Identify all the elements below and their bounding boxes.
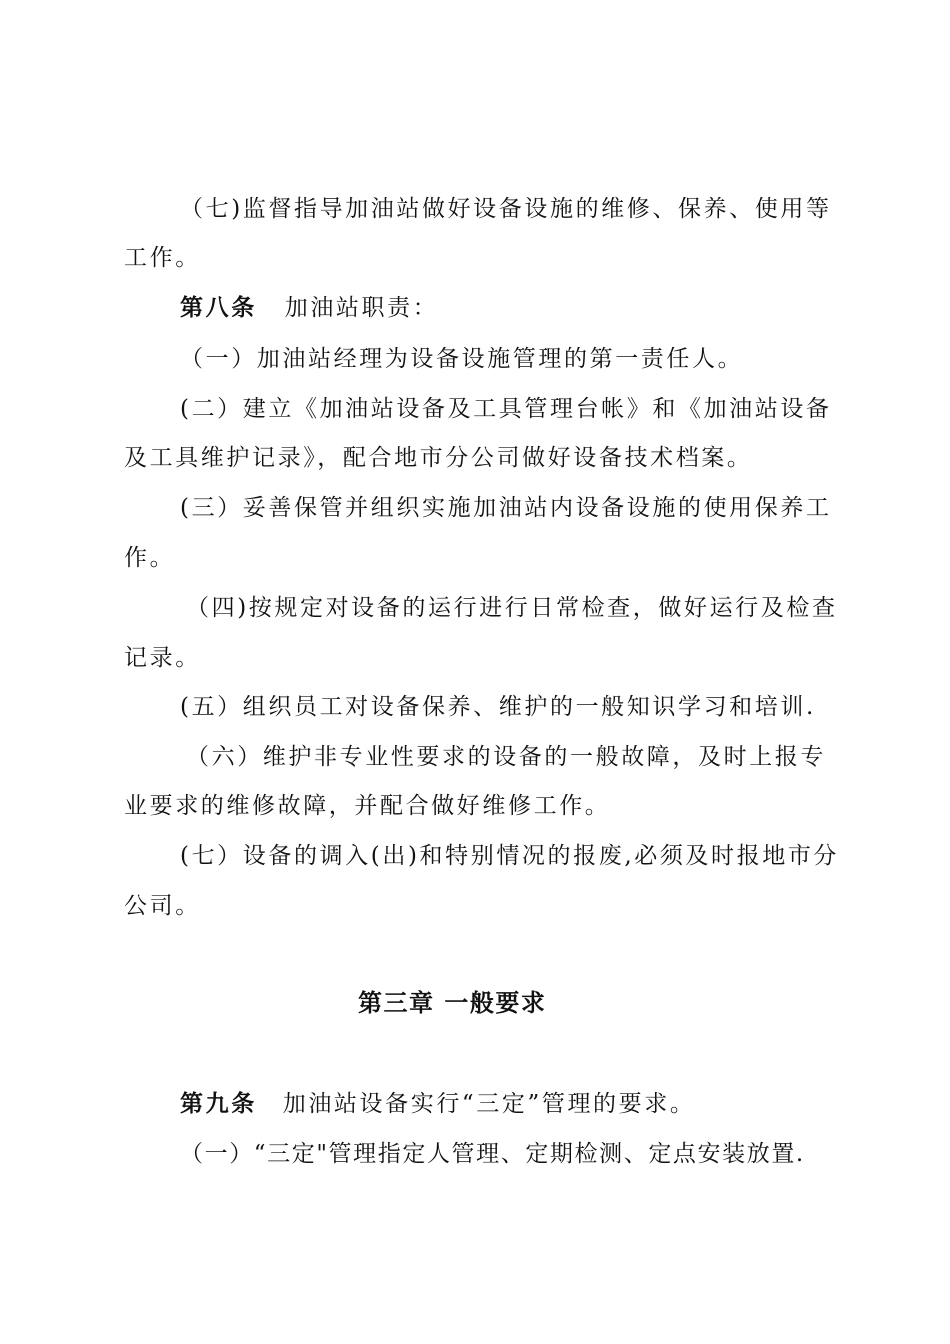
paragraph-7-line-1: （七)监督指导加油站做好设备设施的维修、保养、使用等 [180,196,832,222]
chapter-3-title: 第三章 一般要求 [358,989,547,1017]
item-7-line-2: 公司。 [124,893,201,919]
item-3-line-2: 作。 [124,545,176,571]
item-6-line-1: （六）维护非专业性要求的设备的一般故障，及时上报专 [186,744,826,770]
item-4-line-1: （四)按规定对设备的运行进行日常检查，做好运行及检查 [186,595,838,621]
item-2-line-1: (二）建立《加油站设备及工具管理台帐》和《加油站设备 [180,396,832,422]
article-8-heading: 第八条 [180,295,257,321]
article-9-heading: 第九条 [180,1091,257,1117]
article-9 [180,1088,695,1120]
item-6-line-2: 业要求的维修故障，并配合做好维修工作。 [124,793,611,819]
item-4-line-2: 记录。 [124,645,201,671]
item-1: （一）加油站经理为设备设施管理的第一责任人。 [180,346,744,372]
item-5: (五）组织员工对设备保养、维护的一般知识学习和培训. [180,694,816,720]
item-3-line-1: (三）妥善保管并组织实施加油站内设备设施的使用保养工 [180,495,832,521]
article-9-text: 加油站设备实行“三定”管理的要求。 [282,1091,696,1117]
item-7-line-1: (七）设备的调入(出)和特别情况的报废,必须及时报地市分 [180,843,840,869]
article-8-text: 加油站职责： [284,295,439,321]
paragraph-7-line-2: 工作。 [124,245,201,271]
article-8 [180,292,438,324]
article-9-item-1: （一）“三定"管理指定人管理、定期检测、定点安装放置. [180,1141,805,1167]
item-2-line-2: 及工具维护记录》，配合地市分公司做好设备技术档案。 [124,445,753,471]
